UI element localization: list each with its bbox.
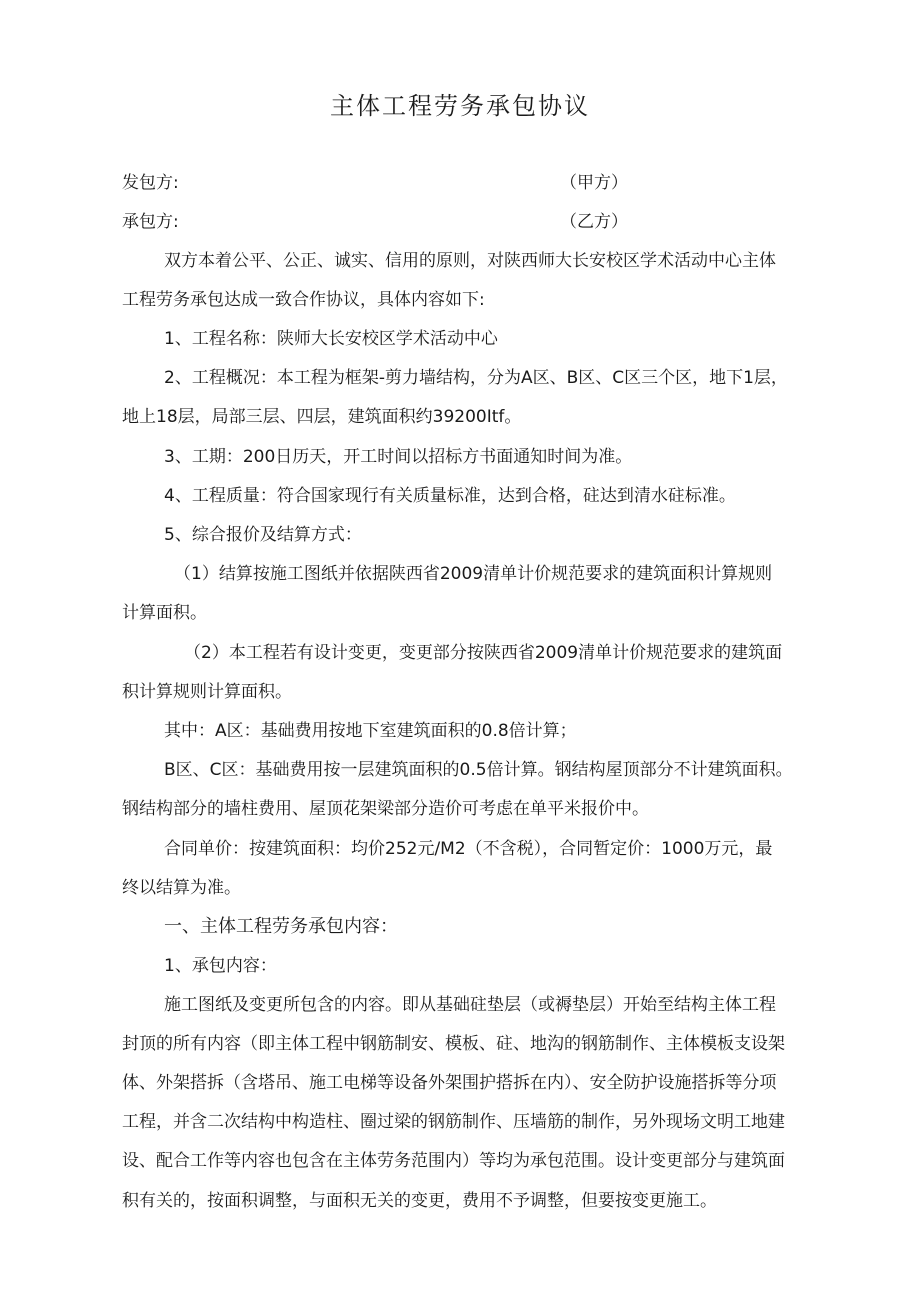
body-line: 计算面积。 — [122, 603, 207, 623]
body-line: 3、工期：200日历天，开工时间以招标方书面通知时间为准。 — [164, 447, 633, 467]
body-line: 封顶的所有内容（即主体工程中钢筋制安、模板、砫、地沟的钢筋制作、主体模板支设架 — [122, 1034, 785, 1054]
body-line: 4、工程质量：符合国家现行有关质量标准，达到合格，砫达到清水砫标准。 — [164, 486, 736, 506]
body-line: 合同单价：按建筑面积：均价252元/M2（不含税），合同暂定价：1000万元，最 — [164, 839, 773, 859]
body-line: （2）本工程若有设计变更，变更部分按陕西省2009清单计价规范要求的建筑面 — [184, 643, 783, 663]
body-line: 终以结算为准。 — [122, 878, 241, 898]
body-line: 1、工程名称：陕师大长安校区学术活动中心 — [164, 329, 498, 349]
body-line: 其中：A区：基础费用按地下室建筑面积的0.8倍计算； — [164, 721, 577, 741]
body-line: 施工图纸及变更所包含的内容。即从基础砫垫层（或褥垫层）开始至结构主体工程 — [164, 995, 776, 1015]
body-line: 积计算规则计算面积。 — [122, 682, 292, 702]
body-line: 设、配合工作等内容也包含在主体劳务范围内）等均为承包范围。设计变更部分与建筑面 — [122, 1151, 785, 1171]
body-line: 1、承包内容： — [164, 956, 277, 976]
body-line: 地上18层，局部三层、四层，建筑面积约39200Itf。 — [122, 407, 522, 427]
party-b-tag: （乙方） — [560, 212, 628, 232]
body-line: 积有关的，按面积调整，与面积无关的变更，费用不予调整，但要按变更施工。 — [122, 1191, 717, 1211]
section-heading: 一、主体工程劳务承包内容： — [164, 916, 398, 937]
party-a-tag: （甲方） — [560, 173, 628, 193]
party-b-label: 承包方: — [122, 212, 179, 232]
body-line: 工程，并含二次结构中构造柱、圈过梁的钢筋制作、压墙筋的制作，另外现场文明工地建 — [122, 1112, 785, 1132]
document-title: 主体工程劳务承包协议 — [330, 92, 590, 120]
body-line: 工程劳务承包达成一致合作协议，具体内容如下: — [122, 290, 485, 310]
body-line: 体、外架搭拆（含塔吊、施工电梯等设备外架围护搭拆在内）、安全防护设施搭拆等分项 — [122, 1073, 777, 1093]
body-line: 双方本着公平、公正、诚实、信用的原则，对陕西师大长安校区学术活动中心主体 — [164, 251, 776, 271]
body-line: B区、C区：基础费用按一层建筑面积的0.5倍计算。钢结构屋顶部分不计建筑面积。 — [164, 760, 793, 780]
body-line: 5、综合报价及结算方式： — [164, 525, 362, 545]
body-line: 钢结构部分的墙柱费用、屋顶花架梁部分造价可考虑在单平米报价中。 — [122, 799, 649, 819]
party-a-label: 发包方: — [122, 173, 179, 193]
body-line: 2、工程概况：本工程为框架-剪力墙结构，分为A区、B区、C区三个区，地下1层， — [164, 368, 788, 388]
body-line: （1）结算按施工图纸并依据陕西省2009清单计价规范要求的建筑面积计算规则 — [174, 564, 773, 584]
